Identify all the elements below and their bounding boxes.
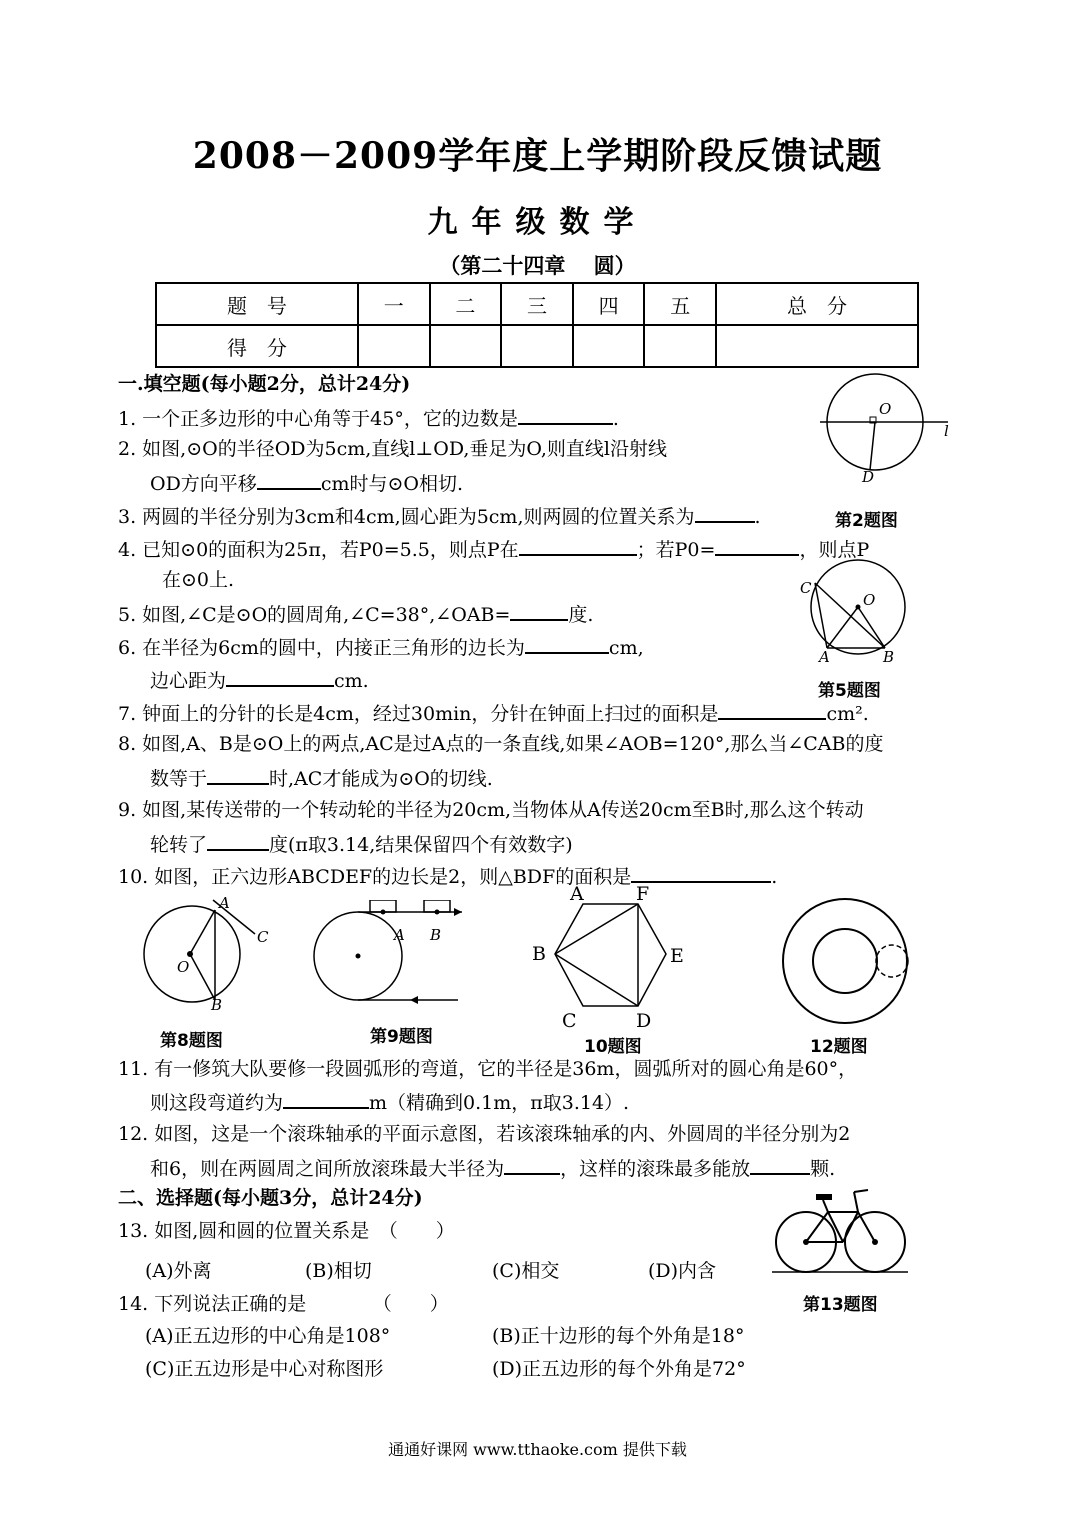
question-7: 7. 钟面上的分针的长是4cm，经过30min，分针在钟面上扫过的面积是 cm². [118,700,869,726]
label-c: C [257,928,269,946]
label-l: l [944,422,949,440]
question-5: 5. 如图,∠C是⊙O的圆周角,∠C=38°,∠OAB= 度. [118,601,593,627]
question-9-cont: 轮转了 度(π取3.14,结果保留四个有效数字) [150,831,573,857]
figure-9-diagram [310,900,470,1010]
answer-blank[interactable] [518,405,613,425]
question-12-cont: 和6，则在两圆周之间所放滚珠最大半径为 ，这样的滚珠最多能放 颗. [150,1155,835,1181]
answer-blank[interactable] [257,470,321,490]
page-subtitle: 九年级数学 [427,205,648,240]
figure-caption: 第8题图 [160,1031,223,1051]
answer-blank[interactable] [283,1089,369,1109]
figure-2-diagram [818,370,968,500]
table-cell: 五 [644,283,716,325]
label-b: B [532,943,546,965]
score-cell[interactable] [358,325,430,367]
figure-caption: 第9题图 [370,1027,433,1047]
answer-blank[interactable] [207,831,269,851]
score-cell[interactable] [716,325,918,367]
option-a[interactable]: (A)外离 [145,1260,212,1282]
option-b[interactable]: (B)相切 [305,1260,372,1282]
table-row [156,283,918,325]
question-10: 10. 如图，正六边形ABCDEF的边长是2，则△BDF的面积是 . [118,863,777,889]
option-b[interactable]: (B)正十边形的每个外角是18° [492,1325,745,1347]
option-c[interactable]: (C)相交 [492,1260,560,1282]
answer-blank[interactable] [715,536,799,556]
table-cell: 三 [501,283,573,325]
label-d: D [636,1010,652,1032]
answer-blank[interactable] [525,634,609,654]
question-2-cont: OD方向平移 cm时与⊙O相切. [150,470,463,496]
question-6: 6. 在半径为6cm的圆中，内接正三角形的边长为 cm, [118,634,644,660]
table-cell: 总 分 [716,283,918,325]
table-cell: 题 号 [156,283,358,325]
table-cell: 四 [573,283,645,325]
question-11-cont: 则这段弯道约为 m（精确到0.1m，π取3.14）. [150,1089,629,1115]
table-row [156,325,918,367]
label-o: O [879,400,892,418]
question-8-cont: 数等于 时,AC才能成为⊙O的切线. [150,765,493,791]
figure-caption: 第5题图 [818,681,881,701]
figure-caption: 10题图 [584,1037,642,1057]
question-2: 2. 如图,⊙O的半径OD为5cm,直线l⊥OD,垂足为O,则直线l沿射线 [118,438,667,460]
figure-5-diagram [795,555,920,670]
score-cell[interactable] [501,325,573,367]
label-a: A [819,648,830,666]
answer-blank[interactable] [226,667,334,687]
option-a[interactable]: (A)正五边形的中心角是108° [145,1325,391,1347]
table-cell: 得 分 [156,325,358,367]
question-14: 14. 下列说法正确的是 （ ） [118,1293,449,1315]
score-cell[interactable] [430,325,502,367]
question-3: 3. 两圆的半径分别为3cm和4cm,圆心距为5cm,则两圆的位置关系为 . [118,503,761,529]
label-o: O [863,591,876,609]
section1-title: 一.填空题(每小题2分，总计24分) [118,373,411,395]
option-d[interactable]: (D)内含 [648,1260,717,1282]
figure-caption: 第2题图 [835,511,898,531]
answer-blank[interactable] [718,700,826,720]
score-cell[interactable] [644,325,716,367]
score-table [155,282,919,368]
figure-caption: 12题图 [810,1037,868,1057]
label-b: B [211,996,223,1014]
question-9: 9. 如图,某传送带的一个转动轮的半径为20cm,当物体从A传送20cm至B时,那么这个转动 [118,799,864,821]
chapter-label: （第二十四章 圆） [439,253,636,278]
label-b: B [883,648,895,666]
label-d: D [862,468,875,486]
answer-blank[interactable] [695,503,755,523]
option-c[interactable]: (C)正五边形是中心对称图形 [145,1358,384,1380]
label-c: C [562,1010,577,1032]
label-b: B [430,926,442,944]
label-a: A [570,883,584,905]
figure-8-diagram [135,892,275,1017]
label-f: F [636,883,650,905]
option-d[interactable]: (D)正五边形的每个外角是72° [492,1358,746,1380]
label-o: O [177,958,190,976]
label-a: A [394,926,405,944]
score-cell[interactable] [573,325,645,367]
answer-blank[interactable] [504,1155,560,1175]
question-8: 8. 如图,A、B是⊙O上的两点,AC是过A点的一条直线,如果∠AOB=120°,那么当∠CAB的度 [118,733,884,755]
figure-10-diagram [528,882,693,1032]
question-6-cont: 边心距为 cm. [150,667,369,693]
figure-13-bicycle [768,1182,913,1282]
label-e: E [670,945,684,967]
table-cell: 一 [358,283,430,325]
figure-12-diagram [775,895,920,1030]
table-cell: 二 [430,283,502,325]
page-title: 2008－2009学年度上学期阶段反馈试题 [192,135,883,177]
label-a: A [219,894,230,912]
page-footer: 通通好课网 www.tthaoke.com 提供下载 [388,1440,687,1459]
question-12: 12. 如图，这是一个滚珠轴承的平面示意图，若该滚珠轴承的内、外圆周的半径分别为2 [118,1123,851,1145]
question-13: 13. 如图,圆和圆的位置关系是 （ ） [118,1220,455,1242]
answer-blank[interactable] [750,1155,810,1175]
label-c: C [800,579,812,597]
question-4-cont: 在⊙0上. [162,569,235,591]
question-1: 1. 一个正多边形的中心角等于45°，它的边数是 . [118,405,619,431]
answer-blank[interactable] [510,601,568,621]
figure-caption: 第13题图 [803,1295,878,1315]
answer-blank[interactable] [519,536,637,556]
answer-blank[interactable] [207,765,269,785]
question-4: 4. 已知⊙0的面积为25π，若P0=5.5，则点P在 ；若P0= ，则点P [118,536,869,562]
question-11: 11. 有一修筑大队要修一段圆弧形的弯道，它的半径是36m，圆弧所对的圆心角是60°， [118,1058,858,1080]
answer-blank[interactable] [631,863,771,883]
section2-title: 二、选择题(每小题3分，总计24分) [118,1187,423,1209]
